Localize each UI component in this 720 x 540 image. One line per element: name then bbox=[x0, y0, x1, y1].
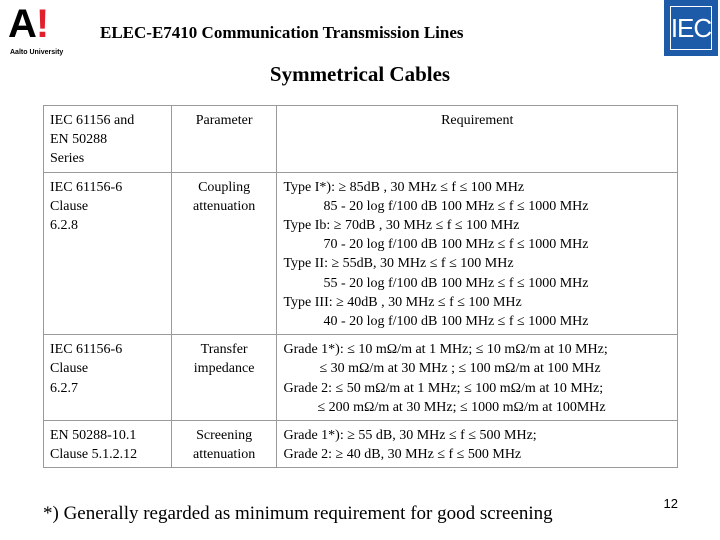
course-title: ELEC-E7410 Communication Transmission Lines bbox=[100, 23, 464, 42]
logo-mark: A bbox=[8, 2, 36, 46]
logo-university-name: Aalto University bbox=[10, 49, 64, 56]
parameter-cell: Screening attenuation bbox=[171, 421, 277, 468]
iec-logo-text: IEC bbox=[670, 12, 712, 43]
table-row-transfer-impedance bbox=[44, 335, 678, 421]
requirement-cell: Grade 1*): ≤ 10 mΩ/m at 1 MHz; ≤ 10 mΩ/m at 10 MHz; ≤ 30 mΩ/m at 30 MHz ; ≤ 100 mΩ/m at 100 MHz Grade 2: ≤ 50 mΩ/m at 1 MHz; ≤ 100 mΩ/m at 10 MHz; ≤ 200 mΩ/m at 30 MHz; ≤ 1000 mΩ/m at 100MHz bbox=[277, 335, 678, 421]
aalto-logo bbox=[8, 4, 74, 62]
page-title: Symmetrical Cables bbox=[269, 62, 451, 86]
table-row-coupling-attenuation bbox=[44, 172, 678, 335]
standard-cell: IEC 61156-6 Clause 6.2.8 bbox=[44, 172, 172, 335]
page-number: 12 bbox=[663, 496, 678, 511]
header-parameter: Parameter bbox=[171, 106, 277, 173]
parameter-cell: Coupling attenuation bbox=[171, 172, 277, 335]
footnote: *) Generally regarded as minimum requirement for good screening bbox=[43, 503, 553, 524]
header-standard: IEC 61156 and EN 50288 Series bbox=[44, 106, 172, 173]
standard-cell: IEC 61156-6 Clause 6.2.7 bbox=[44, 335, 172, 421]
requirements-table bbox=[43, 105, 678, 468]
table-row-screening-attenuation bbox=[44, 421, 678, 468]
parameter-cell: Transfer impedance bbox=[171, 335, 277, 421]
logo-bang: ! bbox=[35, 2, 49, 46]
standard-cell: EN 50288-10.1 Clause 5.1.2.12 bbox=[44, 421, 172, 468]
iec-logo bbox=[664, 0, 718, 56]
requirement-cell: Grade 1*): ≥ 55 dB, 30 MHz ≤ f ≤ 500 MHz; Grade 2: ≥ 40 dB, 30 MHz ≤ f ≤ 500 MHz bbox=[277, 421, 678, 468]
requirement-cell: Type I*): ≥ 85dB , 30 MHz ≤ f ≤ 100 MHz 85 - 20 log f/100 dB 100 MHz ≤ f ≤ 1000 MHz Type Ib: ≥ 70dB , 30 MHz ≤ f ≤ 100 MHz 70 - 20 log f/100 dB 100 MHz ≤ f ≤ 1000 MHz Type II: ≥ 55dB, 30 MHz ≤ f ≤ 100 MHz 55 - 20 log f/100 dB 100 MHz ≤ f ≤ 1000 MHz Type III: ≥ 40dB , 30 MHz ≤ f ≤ 100 MHz 40 - 20 log f/100 dB 100 MHz ≤ f ≤ 1000 MHz bbox=[277, 172, 678, 335]
table-header-row bbox=[44, 106, 678, 173]
header-requirement: Requirement bbox=[277, 106, 678, 173]
